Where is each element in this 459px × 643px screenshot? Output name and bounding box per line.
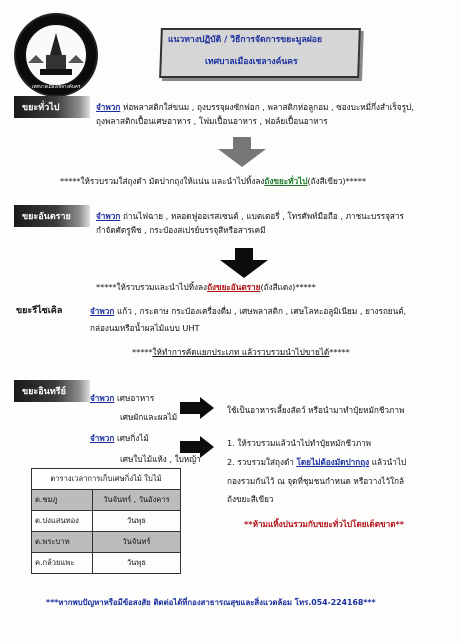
schedule-table bbox=[31, 468, 181, 574]
title-line-1: แนวทางปฏิบัติ / วิธีการจัดการขยะมูลฝอย bbox=[168, 35, 322, 45]
general-label: จำพวก bbox=[96, 102, 121, 112]
recycle-note-suffix: ***** bbox=[329, 347, 350, 357]
schedule-area: ต.พระบาท bbox=[32, 532, 93, 553]
general-text-2: ถุงพลาสติกเปื้อนเศษอาหาร , โฟมเปื้อนอาหาร , ฟอล์ยเปื้อนอาหาร bbox=[96, 116, 328, 126]
hazard-note bbox=[96, 280, 446, 294]
organic-step-2-bold: โดยไม่ต้องมัดปากถุง bbox=[296, 457, 370, 467]
general-note-prefix: *****ให้รวบรวมใส่ถุงดำ มัดปากถุงให้แน่น และนำไปทิ้งลง bbox=[60, 176, 265, 186]
right-arrow-icon bbox=[180, 397, 214, 419]
schedule-table-wrap bbox=[31, 468, 181, 574]
organic-warning: **ห้ามแทิ้งปนรวมกับขยะทั่วไปโดยเด็ดขาด** bbox=[244, 519, 405, 529]
organic-action-1: ใช้เป็นอาหารเลี้ยงสัตว์ หรือนำมาทำปุ๋ยหมักชีวภาพ bbox=[227, 405, 405, 415]
schedule-day: วันจันทร์ bbox=[92, 532, 180, 553]
general-note bbox=[60, 174, 450, 188]
hazard-text-1: ถ่านไฟฉาย , หลอดฟูออเรสเซนต์ , แบตเตอรี่ , โทรศัพท์มือถือ , ภาชนะบรรจุสาร bbox=[122, 211, 404, 221]
tag-hazardous-waste-label: ขยะอันตราย bbox=[22, 212, 71, 222]
organic-item-2-line-1: เศษกิ่งไม้ bbox=[116, 433, 149, 443]
hazard-waste-desc bbox=[96, 209, 446, 223]
schedule-day: วันพุธ bbox=[92, 511, 180, 532]
recycle-note bbox=[132, 345, 452, 359]
table-row bbox=[32, 532, 181, 553]
hazard-label: จำพวก bbox=[96, 211, 121, 221]
organic-step-1: 1. ให้รวบรวมแล้วนำไปทำปุ๋ยหมักชีวภาพ bbox=[227, 438, 372, 448]
recycle-label: จำพวก bbox=[90, 306, 115, 316]
organic-step-2-line-3: ถังขยะสีเขียว bbox=[227, 494, 274, 504]
recycle-note-prefix: ***** bbox=[132, 347, 153, 357]
organic-label-2: จำพวก bbox=[90, 433, 115, 443]
schedule-area: ต.ชมภู bbox=[32, 490, 93, 511]
schedule-area: ต.ปงแสนทอง bbox=[32, 511, 93, 532]
schedule-day: วันจันทร์ , วันอังคาร bbox=[92, 490, 180, 511]
organic-item-1-line-1: เศษอาหาร bbox=[116, 393, 155, 403]
organic-item-1-line-2: เศษผักและผลไม้ bbox=[120, 412, 178, 422]
right-arrow-icon bbox=[180, 436, 214, 458]
schedule-title: ตารางเวลาการเก็บเศษกิ่งไม้ ใบไม้ bbox=[32, 469, 181, 490]
organic-step-2 bbox=[227, 455, 452, 469]
organic-step-2-suffix: แล้วนำไป bbox=[369, 457, 407, 467]
down-arrow-icon bbox=[218, 137, 266, 167]
table-row bbox=[32, 511, 181, 532]
general-text-1: ห่อพลาสติกใส่ขนม , ถุงบรรจุผงซักฟอก , พลาสติกห่อลูกอม , ซองบะหมี่กึ่งสำเร็จรูป, bbox=[122, 102, 414, 112]
general-waste-desc bbox=[96, 100, 446, 114]
organic-label-1: จำพวก bbox=[90, 393, 115, 403]
organic-item-2-line-2: เศษใบไม้แห้ง , ใบหญ้า bbox=[120, 454, 201, 464]
recycle-text-2: กล่องนมหรือน้ำผลไม้แบบ UHT bbox=[90, 323, 200, 333]
recycle-text-1: แก้ว , กระดาษ กระป๋องเครื่องดื่ม , เศษพลาสติก , เศษโลหะอลูมิเนียม , ยางรถยนต์, bbox=[116, 306, 407, 316]
table-row bbox=[32, 490, 181, 511]
general-note-suffix: (ถังสีเขียว)***** bbox=[307, 176, 367, 186]
organic-step-2-line-2: กองรวมกันไว้ ณ จุดที่ชุมชนกำหนด หรือวางไว้ใกล้ bbox=[227, 476, 405, 486]
recycle-waste-desc bbox=[90, 304, 450, 318]
temple-icon bbox=[26, 25, 86, 85]
tag-general-waste bbox=[14, 96, 90, 118]
table-row bbox=[32, 553, 181, 574]
hazard-note-bin: ถังขยะอันตราย bbox=[207, 282, 261, 292]
tag-organic-waste bbox=[14, 380, 90, 402]
tag-hazardous-waste bbox=[14, 205, 90, 227]
tag-general-waste-label: ขยะทั่วไป bbox=[22, 103, 60, 113]
title-line-2: เทศบาลเมืองเชลางค์นคร bbox=[205, 57, 298, 67]
logo-inner-ring bbox=[24, 23, 88, 87]
general-note-bin: ถังขยะทั่วไป bbox=[264, 176, 308, 186]
recycle-note-main: ให้ทำการคัดแยกประเภท แล้วรวบรวมนำไปขายได้ bbox=[152, 347, 330, 357]
tag-recycle-waste: ขยะรีไซเคิล bbox=[16, 306, 63, 316]
down-arrow-icon bbox=[220, 248, 268, 278]
logo-text: เทศบาลเมืองเชลางค์นคร bbox=[31, 85, 81, 90]
organic-step-2-prefix: 2. รวบรวมใส่ถุงดำ bbox=[227, 457, 297, 467]
tag-organic-waste-label: ขยะอินทรีย์ bbox=[22, 387, 66, 397]
schedule-day: วันพุธ bbox=[92, 553, 180, 574]
hazard-note-prefix: *****ให้รวบรวมและนำไปทิ้งลง bbox=[96, 282, 208, 292]
municipality-logo bbox=[14, 13, 98, 97]
hazard-text-2: กำจัดศัตรูพืช , กระป๋องสเปรย์บรรจุสีหรือสารเคมี bbox=[96, 225, 266, 235]
schedule-area: ค.กล้วยแพะ bbox=[32, 553, 93, 574]
hazard-note-suffix: (ถังสีแดง)***** bbox=[260, 282, 316, 292]
footer-contact: ***หากพบปัญหาหรือมีข้อสงสัย ติดต่อได้ที่กองสาธารณสุขและสิ่งแวดล้อม โทร.054-224168*** bbox=[46, 598, 376, 607]
